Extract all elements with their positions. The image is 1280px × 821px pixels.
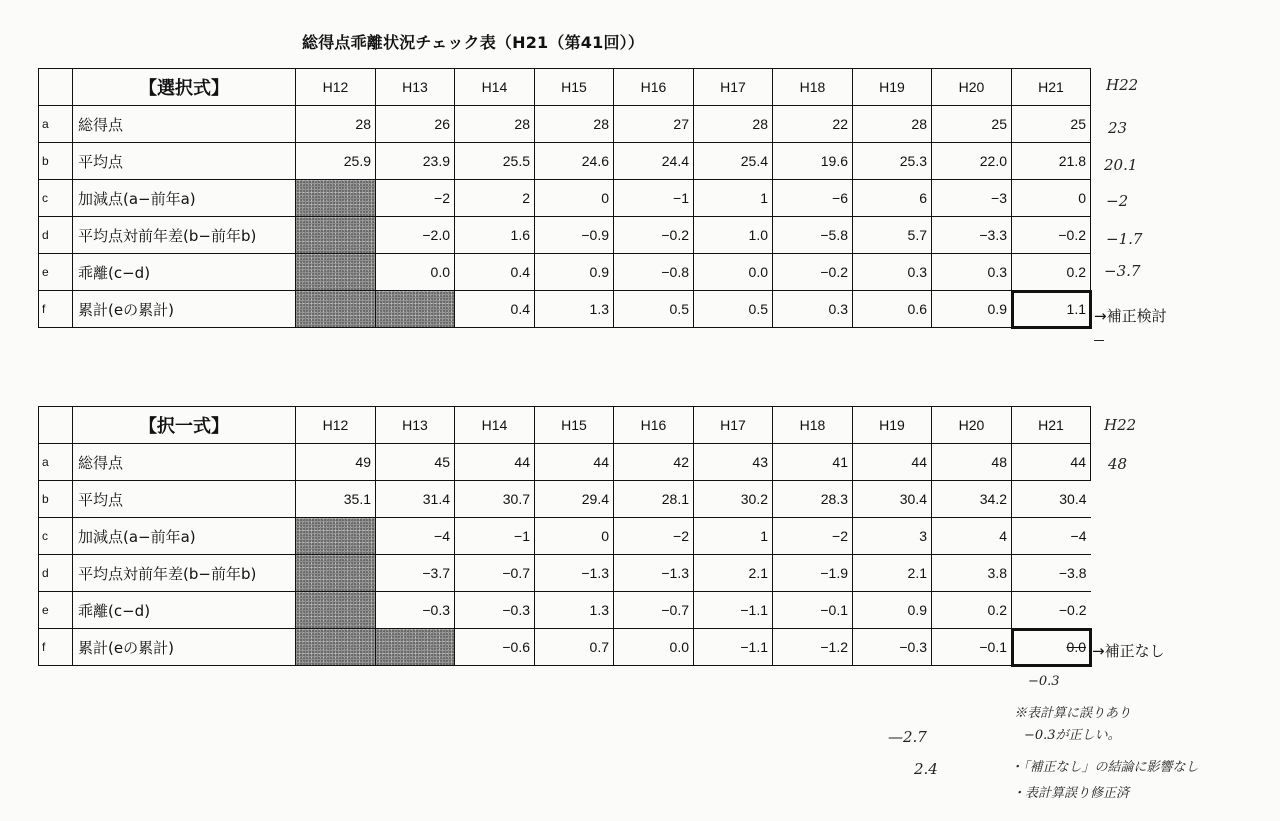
value-cell: −6 <box>773 180 853 217</box>
value-cell: 22 <box>773 106 853 143</box>
handnote-1-line1: ※表計算に誤りあり <box>1014 706 1132 721</box>
value-cell: 43 <box>694 444 773 481</box>
value-cell: 25.5 <box>455 143 535 180</box>
value-cell: −3.8 <box>1012 555 1091 592</box>
table-heading: 【選択式】 <box>73 69 296 106</box>
year-header: H13 <box>376 69 455 106</box>
row-key: a <box>39 444 73 481</box>
row-label: 乖離(c−d) <box>73 254 296 291</box>
row-label: 平均点対前年差(b−前年b) <box>73 217 296 254</box>
table-heading: 【択一式】 <box>73 407 296 444</box>
value-cell: −2 <box>614 518 694 555</box>
value-cell: 28 <box>535 106 614 143</box>
value-cell: 30.7 <box>455 481 535 518</box>
table2-note: →補正なし <box>1092 642 1165 660</box>
value-cell: 34.2 <box>932 481 1012 518</box>
shaded-cell <box>296 254 376 291</box>
value-cell: 49 <box>296 444 376 481</box>
value-cell: 48 <box>932 444 1012 481</box>
row-label: 総得点 <box>73 444 296 481</box>
year-header: H19 <box>853 407 932 444</box>
value-cell: −1 <box>614 180 694 217</box>
value-cell: −0.3 <box>455 592 535 629</box>
year-header: H18 <box>773 407 853 444</box>
year-header: H16 <box>614 69 694 106</box>
row-key: a <box>39 106 73 143</box>
year-header: H14 <box>455 69 535 106</box>
value-cell: 1.6 <box>455 217 535 254</box>
year-header: H17 <box>694 69 773 106</box>
value-cell: 22.0 <box>932 143 1012 180</box>
value-cell: 28.3 <box>773 481 853 518</box>
year-header: H15 <box>535 407 614 444</box>
table1-note: →補正検討 <box>1094 307 1167 325</box>
row-key: d <box>39 555 73 592</box>
table-row <box>39 106 1091 143</box>
value-cell: −3.7 <box>376 555 455 592</box>
value-cell: 0.3 <box>932 254 1012 291</box>
value-cell: 41 <box>773 444 853 481</box>
table-row <box>39 444 1091 481</box>
row-key: f <box>39 629 73 666</box>
table-row <box>39 629 1091 666</box>
page-title: 総得点乖離状況チェック表（H21（第41回）） <box>302 33 645 52</box>
year-header: H15 <box>535 69 614 106</box>
multiple-choice-table <box>38 406 1091 666</box>
value-cell: 23.9 <box>376 143 455 180</box>
value-cell: 28 <box>853 106 932 143</box>
value-cell: 45 <box>376 444 455 481</box>
t1-hand-e: −3.7 <box>1104 262 1141 280</box>
value-cell: 0.3 <box>853 254 932 291</box>
value-cell: −0.2 <box>614 217 694 254</box>
value-cell: 0.3 <box>773 291 853 328</box>
selection-table <box>38 68 1091 328</box>
table-row <box>39 592 1091 629</box>
value-cell: 30.4 <box>1012 481 1091 518</box>
value-cell: 44 <box>455 444 535 481</box>
year-header: H14 <box>455 407 535 444</box>
row-label: 加減点(a−前年a) <box>73 518 296 555</box>
value-cell: −2 <box>773 518 853 555</box>
row-label: 加減点(a−前年a) <box>73 180 296 217</box>
value-cell: 29.4 <box>535 481 614 518</box>
row-label: 累計(eの累計) <box>73 291 296 328</box>
year-header: H20 <box>932 407 1012 444</box>
value-cell: 0.4 <box>455 291 535 328</box>
shaded-cell <box>296 518 376 555</box>
value-cell: 1.3 <box>535 592 614 629</box>
t1-hand-a: 23 <box>1108 119 1128 137</box>
value-cell: 3.8 <box>932 555 1012 592</box>
value-cell: 0.4 <box>455 254 535 291</box>
value-cell: −1.9 <box>773 555 853 592</box>
corner-cell <box>39 69 73 106</box>
value-cell: 31.4 <box>376 481 455 518</box>
value-cell: −0.3 <box>376 592 455 629</box>
year-header: H19 <box>853 69 932 106</box>
row-key: e <box>39 592 73 629</box>
value-cell: 25 <box>1012 106 1091 143</box>
value-cell: 25 <box>932 106 1012 143</box>
shaded-cell <box>376 291 455 328</box>
value-cell: 2.1 <box>853 555 932 592</box>
header-row <box>39 407 1091 444</box>
table-row <box>39 217 1091 254</box>
value-cell: −4 <box>376 518 455 555</box>
value-cell: 25.9 <box>296 143 376 180</box>
value-cell: 28 <box>694 106 773 143</box>
value-cell: 30.4 <box>853 481 932 518</box>
shaded-cell <box>296 592 376 629</box>
table-row <box>39 518 1091 555</box>
value-cell: 24.4 <box>614 143 694 180</box>
corner-cell <box>39 407 73 444</box>
value-cell: 2.1 <box>694 555 773 592</box>
value-cell: 1 <box>694 518 773 555</box>
value-cell: −1.3 <box>614 555 694 592</box>
t1-hand-d: −1.7 <box>1106 230 1143 248</box>
value-cell: 44 <box>535 444 614 481</box>
value-cell: 1 <box>694 180 773 217</box>
year-header: H17 <box>694 407 773 444</box>
value-cell: 0.2 <box>1012 254 1091 291</box>
t2-hand-year: H22 <box>1104 416 1137 434</box>
value-cell: −5.8 <box>773 217 853 254</box>
value-cell: 28 <box>296 106 376 143</box>
value-cell: −1.3 <box>535 555 614 592</box>
row-key: e <box>39 254 73 291</box>
table-row <box>39 291 1091 328</box>
row-key: b <box>39 143 73 180</box>
row-key: c <box>39 180 73 217</box>
row-label: 累計(eの累計) <box>73 629 296 666</box>
handnote-val2: 2.4 <box>914 760 938 778</box>
value-cell: 42 <box>614 444 694 481</box>
shaded-cell <box>296 555 376 592</box>
value-cell: −3 <box>932 180 1012 217</box>
value-cell: 0.9 <box>932 291 1012 328</box>
handnote-val1: —2.7 <box>888 728 927 746</box>
value-cell: −0.6 <box>455 629 535 666</box>
value-cell: −0.1 <box>773 592 853 629</box>
table-row <box>39 481 1091 518</box>
year-header: H21 <box>1012 407 1091 444</box>
value-cell: 0.0 <box>376 254 455 291</box>
t2-hand-a: 48 <box>1108 455 1128 473</box>
value-cell: 0 <box>535 180 614 217</box>
value-cell: −0.2 <box>773 254 853 291</box>
value-cell: 0.7 <box>535 629 614 666</box>
row-key: c <box>39 518 73 555</box>
value-cell: 19.6 <box>773 143 853 180</box>
year-header: H16 <box>614 407 694 444</box>
row-key: f <box>39 291 73 328</box>
year-header: H12 <box>296 69 376 106</box>
year-header: H20 <box>932 69 1012 106</box>
value-cell: 44 <box>1012 444 1091 481</box>
value-cell: 25.3 <box>853 143 932 180</box>
value-cell: 0 <box>535 518 614 555</box>
highlighted-total-cell: 0.0 <box>1012 629 1091 666</box>
value-cell: 0.9 <box>535 254 614 291</box>
value-cell: −0.7 <box>614 592 694 629</box>
value-cell: 44 <box>853 444 932 481</box>
value-cell: 35.1 <box>296 481 376 518</box>
value-cell: 0.6 <box>853 291 932 328</box>
value-cell: 4 <box>932 518 1012 555</box>
value-cell: 28 <box>455 106 535 143</box>
value-cell: 24.6 <box>535 143 614 180</box>
row-label: 平均点 <box>73 143 296 180</box>
table-row <box>39 254 1091 291</box>
value-cell: −1.2 <box>773 629 853 666</box>
value-cell: −4 <box>1012 518 1091 555</box>
value-cell: −0.2 <box>1012 592 1091 629</box>
value-cell: 6 <box>853 180 932 217</box>
shaded-cell <box>296 180 376 217</box>
value-cell: 5.7 <box>853 217 932 254</box>
value-cell: 28.1 <box>614 481 694 518</box>
value-cell: −1.1 <box>694 592 773 629</box>
shaded-cell <box>296 629 376 666</box>
table-row <box>39 180 1091 217</box>
value-cell: −3.3 <box>932 217 1012 254</box>
value-cell: 0 <box>1012 180 1091 217</box>
value-cell: −0.3 <box>853 629 932 666</box>
handnote-1-line2: −0.3が正しい。 <box>1024 728 1121 743</box>
value-cell: 0.0 <box>614 629 694 666</box>
row-key: d <box>39 217 73 254</box>
row-key: b <box>39 481 73 518</box>
value-cell: −0.1 <box>932 629 1012 666</box>
row-label: 平均点 <box>73 481 296 518</box>
value-cell: −0.8 <box>614 254 694 291</box>
value-cell: 0.5 <box>614 291 694 328</box>
value-cell: 1.3 <box>535 291 614 328</box>
value-cell: 21.8 <box>1012 143 1091 180</box>
t1-hand-b: 20.1 <box>1104 156 1138 174</box>
value-cell: 1.0 <box>694 217 773 254</box>
value-cell: −0.2 <box>1012 217 1091 254</box>
header-row <box>39 69 1091 106</box>
value-cell: 3 <box>853 518 932 555</box>
handnote-2: ・「補正なし」の結論に影響なし <box>1010 760 1199 775</box>
value-cell: −2.0 <box>376 217 455 254</box>
row-label: 総得点 <box>73 106 296 143</box>
value-cell: 27 <box>614 106 694 143</box>
t1-hand-c: −2 <box>1106 192 1129 210</box>
value-cell: −1 <box>455 518 535 555</box>
value-cell: 0.5 <box>694 291 773 328</box>
value-cell: 0.9 <box>853 592 932 629</box>
table-row <box>39 143 1091 180</box>
value-cell: −2 <box>376 180 455 217</box>
row-label: 平均点対前年差(b−前年b) <box>73 555 296 592</box>
shaded-cell <box>296 291 376 328</box>
t2-hand-correction: −0.3 <box>1028 674 1060 689</box>
value-cell: −1.1 <box>694 629 773 666</box>
value-cell: 30.2 <box>694 481 773 518</box>
year-header: H21 <box>1012 69 1091 106</box>
value-cell: 0.0 <box>694 254 773 291</box>
handnote-3: ・表計算誤り修正済 <box>1012 786 1130 801</box>
shaded-cell <box>296 217 376 254</box>
shaded-cell <box>376 629 455 666</box>
value-cell: 26 <box>376 106 455 143</box>
row-label: 乖離(c−d) <box>73 592 296 629</box>
year-header: H13 <box>376 407 455 444</box>
year-header: H18 <box>773 69 853 106</box>
value-cell: 2 <box>455 180 535 217</box>
highlighted-total-cell: 1.1 <box>1012 291 1091 328</box>
t1-hand-year: H22 <box>1106 76 1139 94</box>
value-cell: 25.4 <box>694 143 773 180</box>
year-header: H12 <box>296 407 376 444</box>
stray-mark <box>1094 340 1104 341</box>
table-row <box>39 555 1091 592</box>
value-cell: 0.2 <box>932 592 1012 629</box>
value-cell: −0.7 <box>455 555 535 592</box>
value-cell: −0.9 <box>535 217 614 254</box>
